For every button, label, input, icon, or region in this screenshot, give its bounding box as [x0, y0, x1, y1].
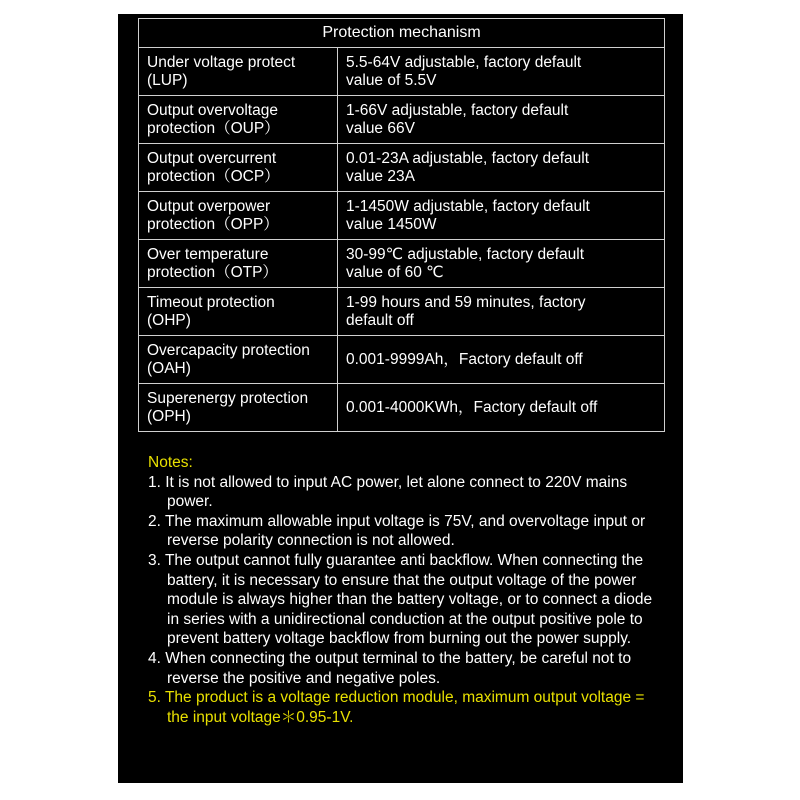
notes-section: [148, 453, 668, 727]
table-row: [139, 144, 665, 192]
table-row: [139, 96, 665, 144]
notes-title: Notes:: [148, 454, 193, 471]
note-item: 4. When connecting the output terminal to the battery, be careful not to reverse the positive and negative poles.: [148, 649, 632, 687]
protection-value: 0.001-4000KWh，Factory default off: [338, 384, 665, 432]
table-header: Protection mechanism: [139, 19, 665, 48]
protection-name: Output overvoltage protection（OUP）: [139, 96, 338, 144]
protection-name: Overcapacity protection (OAH): [139, 336, 338, 384]
protection-name: Under voltage protect (LUP): [139, 48, 338, 96]
protection-value: 5.5-64V adjustable, factory default value of 5.5V: [338, 48, 665, 96]
protection-name: Superenergy protection (OPH): [139, 384, 338, 432]
protection-table: [138, 18, 665, 432]
protection-value: 1-99 hours and 59 minutes, factory default off: [338, 288, 665, 336]
protection-name: Output overpower protection（OPP）: [139, 192, 338, 240]
table-row: [139, 384, 665, 432]
table-row: [139, 48, 665, 96]
note-item: 2. The maximum allowable input voltage is 75V, and overvoltage input or reverse polarity connection is not allowed.: [148, 512, 646, 550]
note-item: 1. It is not allowed to input AC power, let alone connect to 220V mains power.: [148, 473, 628, 511]
protection-value: 30-99℃ adjustable, factory default value of 60 ℃: [338, 240, 665, 288]
table-header-row: [139, 19, 665, 48]
note-item: 3. The output cannot fully guarantee anti backflow. When connecting the battery, it is necessary to ensure that the output voltage of the power module is always higher than the battery voltage, or to connect a diode in series with a unidirectional conduction at the output positive pole to prevent battery voltage backflow from burning out the power supply.: [148, 551, 653, 648]
protection-name: Output overcurrent protection（OCP）: [139, 144, 338, 192]
protection-name: Over temperature protection（OTP）: [139, 240, 338, 288]
table-row: [139, 288, 665, 336]
table-row: [139, 192, 665, 240]
protection-value: 1-66V adjustable, factory default value 66V: [338, 96, 665, 144]
note-item-highlight: 5. The product is a voltage reduction module, maximum output voltage = the input voltage＊0.95-1V.: [148, 689, 645, 726]
table-row: [139, 240, 665, 288]
protection-value: 1-1450W adjustable, factory default value 1450W: [338, 192, 665, 240]
protection-name: Timeout protection (OHP): [139, 288, 338, 336]
table-row: [139, 336, 665, 384]
protection-value: 0.001-9999Ah，Factory default off: [338, 336, 665, 384]
protection-value: 0.01-23A adjustable, factory default value 23A: [338, 144, 665, 192]
spec-panel: [118, 14, 683, 783]
